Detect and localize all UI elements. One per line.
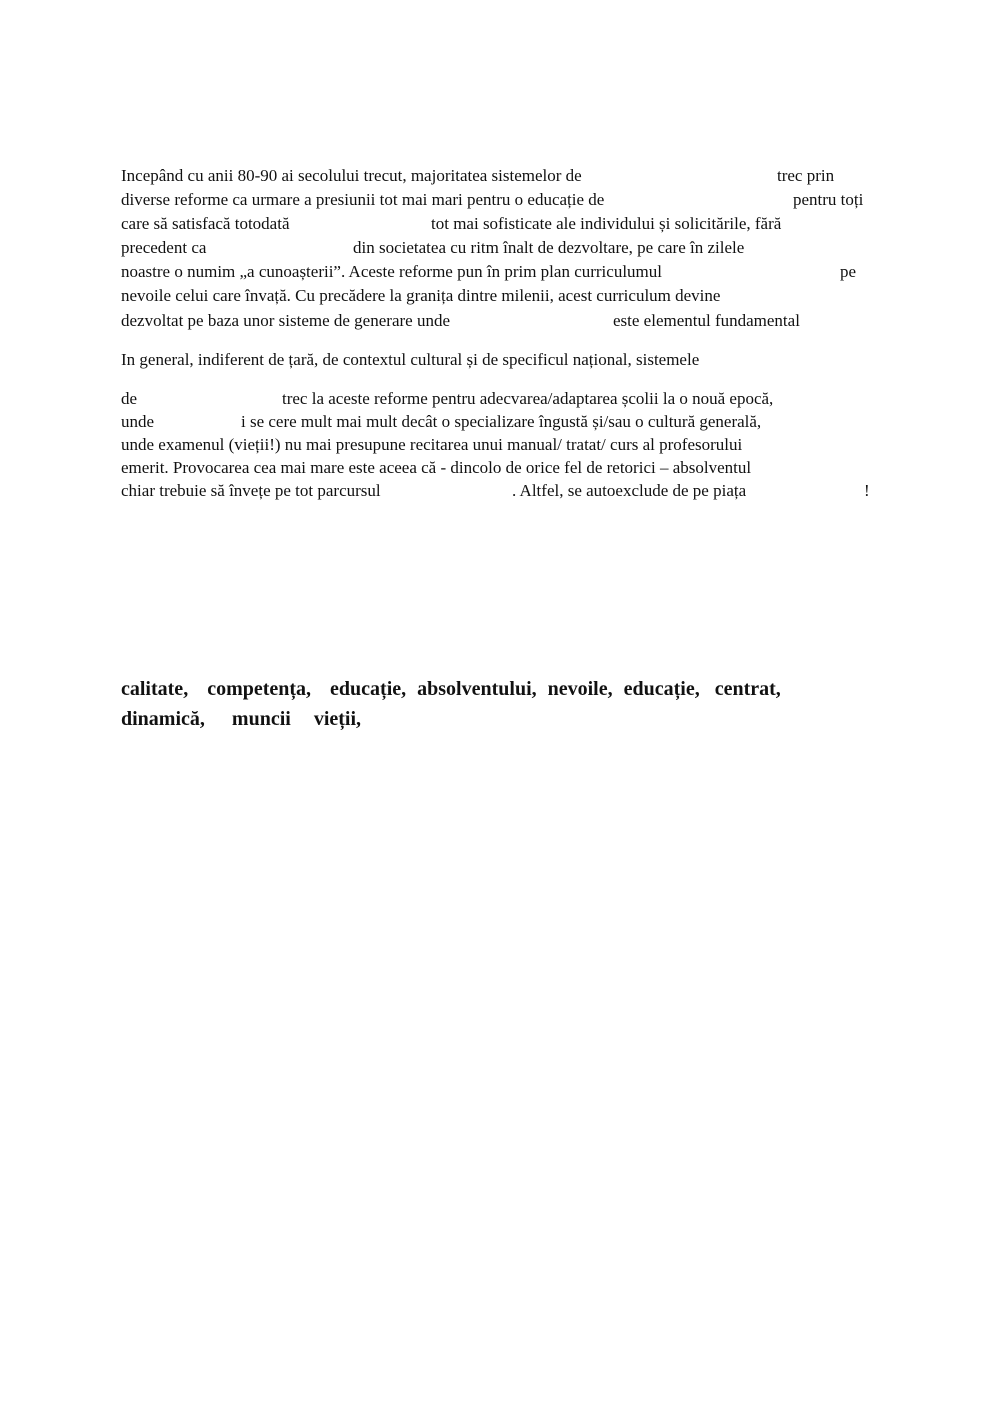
blank-9[interactable]: [432, 483, 508, 501]
blank-5[interactable]: [770, 264, 836, 282]
blank-10[interactable]: [790, 483, 858, 501]
blank-4[interactable]: [228, 240, 348, 258]
p3-line1-b: [282, 389, 773, 409]
p1-line1-b: [777, 166, 834, 186]
p1-line1-text-a: Incepând cu anii 80-90 ai secolului trecut, majoritatea sistemelor de: [121, 166, 582, 185]
p1-line4-text-b: din societatea cu ritm înalt de dezvoltare, pe care în zilele: [353, 238, 745, 257]
p3-line1-text-a: de: [121, 389, 138, 408]
p2-line1-text: In general, indiferent de țară, de contextul cultural și de specificul național, sistemele: [121, 350, 700, 369]
p1-line6: [121, 286, 720, 306]
p1-line3-text-b: tot mai sofisticate ale individului și solicitările, fără: [431, 214, 782, 233]
p3-line2-b: [241, 412, 761, 432]
p1-line2-b: [793, 190, 863, 210]
p1-line3-text-a: care să satisfacă totodată: [121, 214, 290, 233]
p1-line3: [121, 214, 290, 234]
p3-line5-c: [864, 481, 870, 501]
p1-line7: [121, 311, 450, 331]
word-bank-line2: [121, 707, 361, 731]
p1-line1-text-b: trec prin: [777, 166, 835, 185]
word-bank-item[interactable]: centrat,: [714, 678, 781, 700]
p3-line1: [121, 389, 137, 409]
p3-line5-text-a: chiar trebuie să învețe pe tot parcursul: [121, 481, 381, 500]
p3-line4: [121, 458, 751, 478]
p3-line2: [121, 412, 154, 432]
word-bank-item[interactable]: competența,: [207, 678, 312, 700]
p3-line5-text-b: . Altfel, se autoexclude de pe piața: [512, 481, 747, 500]
blank-8[interactable]: [166, 414, 236, 432]
p1-line7-b: [613, 311, 800, 331]
p1-line5: [121, 262, 662, 282]
p1-line4-text-a: precedent ca: [121, 238, 207, 257]
p1-line6-text: nevoile celui care învață. Cu precădere la granița dintre milenii, acest curriculum devine: [121, 286, 721, 305]
blank-2[interactable]: [700, 192, 788, 210]
p3-line5: [121, 481, 381, 501]
p1-line7-text-a: dezvoltat pe baza unor sisteme de generare unde: [121, 311, 450, 330]
word-bank-item[interactable]: calitate,: [121, 678, 189, 700]
blank-3[interactable]: [327, 216, 425, 234]
p2-line1: [121, 350, 699, 370]
p1-line2-text-a: diverse reforme ca urmare a presiunii tot mai mari pentru o educație de: [121, 190, 605, 209]
p3-line5-text-c: !: [864, 481, 870, 500]
word-bank-line1: [121, 677, 781, 701]
word-bank-item[interactable]: muncii: [231, 708, 291, 730]
p3-line3: [121, 435, 742, 455]
p1-line2-text-b: pentru toți: [793, 190, 864, 209]
word-bank-item[interactable]: vieții,: [313, 708, 362, 730]
p3-line2-text-b: i se cere mult mai mult decât o specializare îngustă și/sau o cultură generală,: [241, 412, 762, 431]
p1-line3-b: [431, 214, 781, 234]
word-bank-item[interactable]: absolventului,: [417, 678, 537, 700]
p1-line5-text-b: pe: [840, 262, 857, 281]
p3-line4-text: emerit. Provocarea cea mai mare este aceea că - dincolo de orice fel de retorici – absolventul: [121, 458, 752, 477]
word-bank-item[interactable]: dinamică,: [121, 708, 205, 730]
p1-line5-text-a: noastre o numim „a cunoașterii”. Aceste reforme pun în prim plan curriculumul: [121, 262, 662, 281]
p3-line5-b: [512, 481, 746, 501]
blank-1[interactable]: [672, 168, 772, 186]
p1-line5-b: [840, 262, 856, 282]
p1-line4: [121, 238, 206, 258]
blank-6[interactable]: [516, 313, 608, 331]
word-bank-item[interactable]: educație,: [330, 678, 407, 700]
p3-line3-text: unde examenul (vieții!) nu mai presupune recitarea unui manual/ tratat/ curs al profesorului: [121, 435, 743, 454]
word-bank-item[interactable]: nevoile,: [547, 678, 613, 700]
blank-7[interactable]: [144, 391, 274, 409]
word-bank-item[interactable]: educație,: [623, 678, 700, 700]
p1-line4-b: [353, 238, 744, 258]
p1-line2: [121, 190, 604, 210]
p1-line1: [121, 166, 582, 186]
p3-line2-text-a: unde: [121, 412, 155, 431]
p3-line1-text-b: trec la aceste reforme pentru adecvarea/adaptarea școlii la o nouă epocă,: [282, 389, 774, 408]
p1-line7-text-b: este elementul fundamental: [613, 311, 800, 330]
